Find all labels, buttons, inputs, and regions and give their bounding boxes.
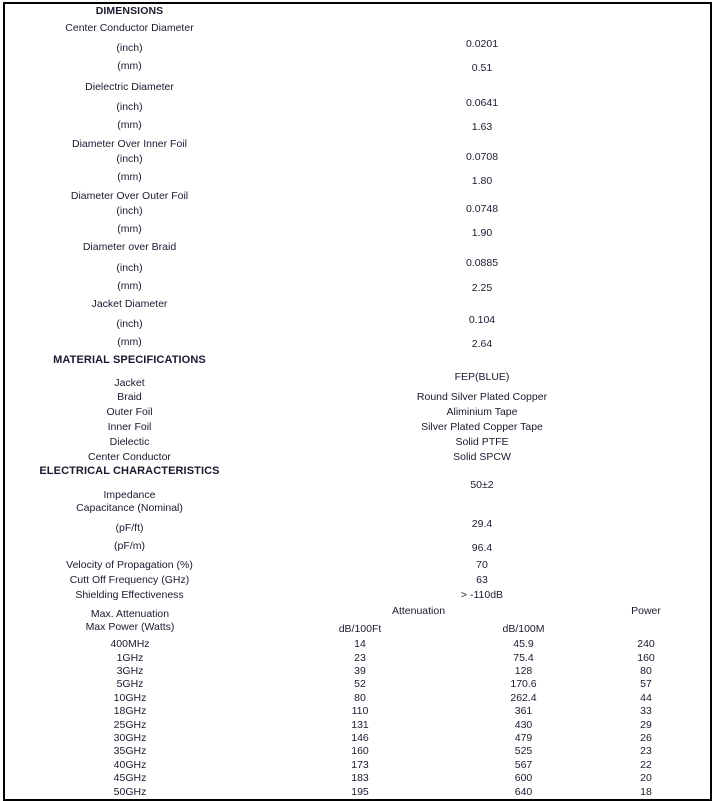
- frequency-value: 50GHz: [113, 785, 147, 798]
- db-100m-value: 75.4: [513, 651, 534, 664]
- power-value: 33: [640, 705, 652, 718]
- unit-pf-m-label: (pF/m): [114, 540, 145, 553]
- unit-mm-label: (mm): [117, 336, 142, 348]
- capacitance-label-group: [4, 502, 254, 558]
- dimension-label-group: [4, 189, 254, 241]
- frequency-value: 3GHz: [116, 665, 144, 678]
- db-100ft-value: 110: [351, 705, 369, 718]
- power-value: 26: [640, 731, 652, 744]
- db-100m-value: 600: [514, 772, 533, 785]
- power-value: 23: [640, 745, 652, 758]
- power-value: 18: [640, 785, 652, 798]
- db-100m-column: [465, 638, 582, 799]
- dimensions-section-header: DIMENSIONS: [95, 4, 164, 17]
- frequency-value: 35GHz: [113, 745, 147, 758]
- frequency-value: 400MHz: [110, 638, 150, 651]
- power-value: 160: [637, 651, 655, 664]
- db-100ft-value: 146: [351, 731, 369, 744]
- attenuation-group-header-row: [5, 603, 710, 620]
- table-row: [4, 405, 711, 420]
- material-label-outer-foil: Outer Foil: [106, 405, 153, 418]
- capacitance-label: Capacitance (Nominal): [76, 501, 183, 514]
- db-100m-value: 45.9: [513, 638, 534, 651]
- capacitance-value-group: [254, 502, 711, 558]
- material-label-center-conductor: Center Conductor: [88, 450, 171, 463]
- db-100ft-value: 131: [351, 718, 369, 731]
- material-label: Jacket: [114, 376, 145, 389]
- db-100m-value: 567: [514, 758, 533, 771]
- electrical-section-header: ELECTRICAL CHARACTERISTICS: [39, 465, 220, 477]
- power-value: 22: [640, 758, 652, 771]
- power-value: 20: [640, 772, 652, 785]
- electrical-section-header-cell: [4, 465, 254, 502]
- dimension-label-group: [4, 19, 254, 81]
- table-row: [4, 241, 711, 297]
- frequency-value: 18GHz: [113, 705, 147, 718]
- dimension-value-group: [254, 298, 711, 354]
- dimension-label-group: [4, 81, 254, 137]
- dimension-value-inch: 0.0708: [465, 151, 499, 164]
- dimension-label-group: [4, 137, 254, 189]
- material-value-cell: [254, 354, 711, 390]
- unit-mm-label: (mm): [117, 222, 142, 235]
- dimension-label-group: [4, 298, 254, 354]
- impedance-value: 50±2: [470, 478, 494, 491]
- power-value: 44: [640, 691, 652, 704]
- impedance-label: Impedance: [103, 488, 156, 501]
- dimension-name: Diameter Over Inner Foil: [72, 137, 187, 150]
- frequency-value: 45GHz: [113, 772, 147, 785]
- dimension-value-group: [254, 189, 711, 241]
- dimension-label-group: [4, 241, 254, 297]
- db-100ft-value: 14: [354, 638, 366, 651]
- db-100ft-value: 23: [354, 651, 366, 664]
- dimension-value-group: [254, 19, 711, 81]
- unit-mm-label: (mm): [117, 279, 142, 292]
- power-value: 80: [640, 665, 652, 678]
- power-group-header: Power: [631, 605, 661, 618]
- power-value: 57: [640, 678, 652, 691]
- db-100ft-value: 173: [351, 758, 369, 771]
- material-section-header-cell: [4, 354, 254, 390]
- col-header-db-100ft: dB/100Ft: [338, 622, 382, 635]
- table-row: [4, 588, 711, 603]
- table-row: [4, 354, 711, 390]
- unit-mm-label: (mm): [117, 119, 142, 132]
- dimension-value-inch: 0.0641: [465, 97, 499, 110]
- dimension-value-mm: 2.25: [471, 281, 493, 294]
- capacitance-value-pf-ft: 29.4: [471, 517, 493, 530]
- attenuation-table: [5, 603, 710, 799]
- power-column: [582, 638, 710, 799]
- dimension-value-mm: 2.64: [471, 337, 493, 350]
- table-row: [4, 435, 711, 450]
- db-100m-list: [465, 638, 582, 799]
- frequency-value: 10GHz: [113, 691, 147, 704]
- shielding-effectiveness-value: > -110dB: [460, 589, 504, 602]
- col-header-power-blank: [582, 620, 710, 638]
- dimension-value-group: [254, 81, 711, 137]
- table-row: [4, 298, 711, 354]
- attenuation-data-row: [5, 638, 710, 799]
- cutoff-frequency-value: 63: [476, 574, 488, 587]
- db-100m-value: 361: [514, 705, 533, 718]
- db-100m-value: 262.4: [510, 691, 537, 704]
- db-100ft-value: 183: [351, 772, 369, 785]
- unit-inch-label: (inch): [116, 101, 143, 114]
- attenuation-row-label-cell: [5, 603, 255, 638]
- dimension-value-inch: 0.0201: [465, 37, 499, 50]
- dimension-value-group: [254, 137, 711, 189]
- db-100ft-value: 52: [354, 678, 366, 691]
- power-value: 240: [637, 638, 655, 651]
- material-value-inner-foil: Silver Plated Copper Tape: [421, 420, 543, 433]
- max-power-label: Max Power (Watts): [85, 621, 175, 634]
- table-row: [4, 189, 711, 241]
- velocity-of-propagation-value: 70: [476, 559, 488, 572]
- table-row: [4, 19, 711, 81]
- material-value-braid: Round Silver Plated Copper: [416, 390, 548, 403]
- dimensions-section-header-value: [254, 3, 711, 19]
- unit-inch-label: (inch): [116, 41, 143, 54]
- dimension-value-mm: 1.63: [471, 121, 493, 134]
- db-100ft-list: [255, 638, 465, 799]
- table-row: [4, 558, 711, 573]
- unit-mm-label: (mm): [117, 170, 142, 183]
- db-100m-value: 430: [514, 718, 533, 731]
- table-row: [4, 573, 711, 588]
- col-header-db-100m: dB/100M: [502, 622, 545, 635]
- table-row-attenuation: [4, 603, 711, 800]
- db-100m-value: 170.6: [510, 678, 537, 691]
- shielding-effectiveness-label: Shielding Effectiveness: [75, 589, 184, 602]
- material-section-header: MATERIAL SPECIFICATIONS: [53, 354, 206, 367]
- table-row: [4, 465, 711, 502]
- db-100m-value: 525: [514, 745, 533, 758]
- unit-inch-label: (inch): [116, 152, 143, 165]
- unit-inch-label: (inch): [116, 204, 143, 217]
- db-100ft-column: [255, 638, 465, 799]
- db-100m-value: 479: [514, 731, 533, 744]
- frequency-value: 1GHz: [116, 651, 144, 664]
- unit-mm-label: (mm): [117, 60, 142, 73]
- dimension-value-inch: 0.0748: [465, 203, 499, 216]
- frequency-value: 30GHz: [113, 731, 147, 744]
- frequency-value: 25GHz: [113, 718, 147, 731]
- unit-inch-label: (inch): [116, 317, 143, 330]
- table-row: [4, 81, 711, 137]
- cable-specification-table: [3, 2, 712, 801]
- attenuation-block: [4, 603, 711, 800]
- table-row: [4, 390, 711, 405]
- dimension-value-mm: 1.90: [471, 227, 493, 240]
- dimension-name: Center Conductor Diameter: [65, 21, 194, 34]
- dimension-name: Diameter over Braid: [82, 241, 177, 254]
- max-attenuation-label: Max. Attenuation: [90, 608, 170, 621]
- frequency-value: 5GHz: [116, 678, 144, 691]
- db-100ft-value: 195: [351, 785, 369, 798]
- velocity-of-propagation-label: Velocity of Propagation (%): [66, 559, 193, 572]
- material-value-dielectic: Solid PTFE: [455, 435, 509, 448]
- material-label-inner-foil: Inner Foil: [107, 420, 152, 433]
- table-row: [4, 137, 711, 189]
- dimension-value-inch: 0.104: [468, 313, 496, 326]
- power-value: 29: [640, 718, 652, 731]
- db-100ft-value: 160: [351, 745, 369, 758]
- db-100ft-value: 39: [354, 665, 366, 678]
- material-label-braid: Braid: [117, 390, 142, 403]
- unit-pf-ft-label: (pF/ft): [115, 522, 144, 534]
- impedance-value-cell: [254, 465, 711, 502]
- power-list: [582, 638, 710, 799]
- dimension-value-inch: 0.0885: [465, 257, 499, 270]
- dimension-value-mm: 1.80: [471, 175, 493, 188]
- material-label-dielectic: Dielectic: [109, 435, 150, 448]
- table-row: [4, 3, 711, 19]
- dimension-name: Diameter Over Outer Foil: [70, 189, 189, 202]
- db-100m-value: 128: [514, 665, 533, 678]
- material-value-outer-foil: Aliminium Tape: [446, 405, 518, 418]
- table-row: [4, 420, 711, 435]
- material-value: FEP(BLUE): [454, 371, 510, 383]
- frequency-list: [5, 638, 255, 799]
- material-value-center-conductor: Solid SPCW: [453, 450, 511, 463]
- dimension-name: Dielectric Diameter: [85, 81, 174, 93]
- attenuation-group-header: Attenuation: [391, 605, 446, 618]
- db-100ft-value: 80: [354, 691, 366, 704]
- dimension-value-mm: 0.51: [471, 62, 493, 74]
- unit-inch-label: (inch): [116, 261, 143, 274]
- dimension-name: Jacket Diameter: [91, 297, 168, 310]
- attenuation-wrapper: [5, 603, 710, 799]
- frequency-column: [5, 638, 255, 799]
- capacitance-value-pf-m: 96.4: [471, 542, 493, 555]
- cutoff-frequency-label: Cutt Off Frequency (GHz): [69, 574, 190, 587]
- db-100m-value: 640: [514, 785, 533, 798]
- dimension-value-group: [254, 241, 711, 297]
- frequency-value: 40GHz: [113, 758, 147, 771]
- table-row: [4, 450, 711, 465]
- table-row: [4, 502, 711, 558]
